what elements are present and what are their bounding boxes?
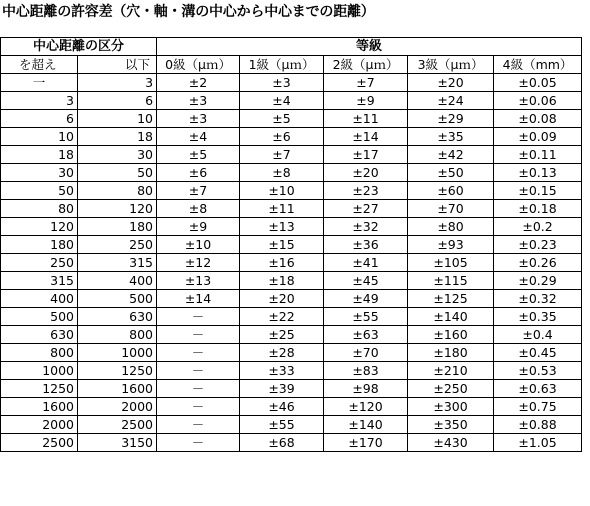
upto-cell: 30	[78, 146, 157, 164]
upto-cell: 180	[78, 218, 157, 236]
grade-4-cell: ±0.13	[494, 164, 582, 182]
grade-3-cell: ±430	[408, 434, 494, 452]
table-row	[1, 128, 582, 146]
grade-2-cell: ±36	[324, 236, 408, 254]
grade-4-cell: ±0.26	[494, 254, 582, 272]
grade-3-cell: ±180	[408, 344, 494, 362]
over-cell: 6	[1, 110, 78, 128]
grade-3-cell: ±60	[408, 182, 494, 200]
grade-4-cell: ±0.75	[494, 398, 582, 416]
upto-cell: 1250	[78, 362, 157, 380]
grade-3-cell: ±42	[408, 146, 494, 164]
header-row-1	[1, 38, 582, 56]
grade-2-cell: ±20	[324, 164, 408, 182]
grade-3-cell: ±35	[408, 128, 494, 146]
over-cell: 315	[1, 272, 78, 290]
grade-2-cell: ±41	[324, 254, 408, 272]
table-row	[1, 272, 582, 290]
grade-3-cell: ±140	[408, 308, 494, 326]
distance-group-header: 中心距離の区分	[1, 38, 157, 56]
grade-3-cell: ±105	[408, 254, 494, 272]
over-cell: 1250	[1, 380, 78, 398]
grade-4-cell: ±0.08	[494, 110, 582, 128]
table-row	[1, 380, 582, 398]
grade-0-cell: －	[157, 434, 240, 452]
table-row	[1, 200, 582, 218]
grade-4-cell: ±0.05	[494, 74, 582, 92]
grade-1-cell: ±5	[240, 110, 324, 128]
grade-3-cell: ±80	[408, 218, 494, 236]
table-row	[1, 416, 582, 434]
grade-1-cell: ±11	[240, 200, 324, 218]
grade-4-cell: ±1.05	[494, 434, 582, 452]
grade-0-cell: ±9	[157, 218, 240, 236]
grade-1-cell: ±33	[240, 362, 324, 380]
header-row-2	[1, 56, 582, 74]
upto-cell: 2000	[78, 398, 157, 416]
upto-cell: 50	[78, 164, 157, 182]
grade-2-cell: ±23	[324, 182, 408, 200]
grade-1-cell: ±4	[240, 92, 324, 110]
grade-1-cell: ±28	[240, 344, 324, 362]
over-cell: 500	[1, 308, 78, 326]
over-cell: 10	[1, 128, 78, 146]
table-row	[1, 362, 582, 380]
table-row	[1, 164, 582, 182]
over-cell: 18	[1, 146, 78, 164]
upto-header: 以下	[78, 56, 157, 74]
grade-4-cell: ±0.06	[494, 92, 582, 110]
over-cell: 180	[1, 236, 78, 254]
grade-3-cell: ±93	[408, 236, 494, 254]
grade-2-cell: ±140	[324, 416, 408, 434]
grade-0-header: 0級（μｍ）	[157, 56, 240, 74]
grade-3-cell: ±115	[408, 272, 494, 290]
upto-cell: 500	[78, 290, 157, 308]
table-row	[1, 236, 582, 254]
over-cell: 一	[1, 74, 78, 92]
grade-header: 等級	[157, 38, 582, 56]
grade-3-cell: ±50	[408, 164, 494, 182]
table-row	[1, 182, 582, 200]
grade-1-cell: ±6	[240, 128, 324, 146]
grade-3-cell: ±70	[408, 200, 494, 218]
grade-4-cell: ±0.53	[494, 362, 582, 380]
over-cell: 1000	[1, 362, 78, 380]
grade-1-cell: ±20	[240, 290, 324, 308]
table-row	[1, 434, 582, 452]
grade-2-cell: ±9	[324, 92, 408, 110]
grade-0-cell: ±3	[157, 92, 240, 110]
grade-1-cell: ±46	[240, 398, 324, 416]
upto-cell: 250	[78, 236, 157, 254]
over-cell: 50	[1, 182, 78, 200]
over-cell: 400	[1, 290, 78, 308]
over-cell: 250	[1, 254, 78, 272]
grade-1-cell: ±39	[240, 380, 324, 398]
upto-cell: 6	[78, 92, 157, 110]
upto-cell: 18	[78, 128, 157, 146]
grade-2-cell: ±70	[324, 344, 408, 362]
grade-2-cell: ±98	[324, 380, 408, 398]
grade-2-cell: ±45	[324, 272, 408, 290]
grade-1-cell: ±10	[240, 182, 324, 200]
grade-1-header: 1級（μｍ）	[240, 56, 324, 74]
grade-2-cell: ±32	[324, 218, 408, 236]
table-row	[1, 74, 582, 92]
grade-2-header: 2級（μｍ）	[324, 56, 408, 74]
grade-1-cell: ±13	[240, 218, 324, 236]
table-row	[1, 326, 582, 344]
grade-0-cell: ±10	[157, 236, 240, 254]
upto-cell: 1000	[78, 344, 157, 362]
table-row	[1, 344, 582, 362]
grade-2-cell: ±14	[324, 128, 408, 146]
grade-4-cell: ±0.45	[494, 344, 582, 362]
grade-0-cell: ±5	[157, 146, 240, 164]
grade-0-cell: －	[157, 308, 240, 326]
grade-4-cell: ±0.23	[494, 236, 582, 254]
upto-cell: 400	[78, 272, 157, 290]
grade-0-cell: ±13	[157, 272, 240, 290]
grade-0-cell: ±7	[157, 182, 240, 200]
grade-3-cell: ±20	[408, 74, 494, 92]
page-title: 中心距離の許容差（穴・軸・溝の中心から中心までの距離）	[2, 4, 375, 20]
grade-0-cell: ±6	[157, 164, 240, 182]
grade-0-cell: －	[157, 398, 240, 416]
grade-4-cell: ±0.29	[494, 272, 582, 290]
over-cell: 3	[1, 92, 78, 110]
grade-4-cell: ±0.88	[494, 416, 582, 434]
over-cell: 800	[1, 344, 78, 362]
table-row	[1, 92, 582, 110]
grade-3-cell: ±125	[408, 290, 494, 308]
grade-3-cell: ±210	[408, 362, 494, 380]
grade-0-cell: ±8	[157, 200, 240, 218]
grade-3-header: 3級（μｍ）	[408, 56, 494, 74]
grade-0-cell: ±14	[157, 290, 240, 308]
table-row	[1, 290, 582, 308]
upto-cell: 2500	[78, 416, 157, 434]
grade-2-cell: ±17	[324, 146, 408, 164]
upto-cell: 315	[78, 254, 157, 272]
upto-cell: 80	[78, 182, 157, 200]
grade-4-cell: ±0.35	[494, 308, 582, 326]
over-cell: 2500	[1, 434, 78, 452]
grade-4-cell: ±0.15	[494, 182, 582, 200]
grade-4-cell: ±0.18	[494, 200, 582, 218]
grade-3-cell: ±300	[408, 398, 494, 416]
grade-2-cell: ±7	[324, 74, 408, 92]
table-body	[1, 74, 582, 452]
grade-1-cell: ±22	[240, 308, 324, 326]
over-cell: 1600	[1, 398, 78, 416]
table-row	[1, 110, 582, 128]
grade-1-cell: ±55	[240, 416, 324, 434]
upto-cell: 3150	[78, 434, 157, 452]
grade-3-cell: ±24	[408, 92, 494, 110]
table-row	[1, 254, 582, 272]
grade-4-cell: ±0.63	[494, 380, 582, 398]
grade-1-cell: ±18	[240, 272, 324, 290]
grade-1-cell: ±68	[240, 434, 324, 452]
tolerance-table	[0, 37, 582, 452]
grade-4-cell: ±0.2	[494, 218, 582, 236]
grade-3-cell: ±29	[408, 110, 494, 128]
grade-2-cell: ±55	[324, 308, 408, 326]
grade-4-cell: ±0.09	[494, 128, 582, 146]
upto-cell: 10	[78, 110, 157, 128]
table-row	[1, 308, 582, 326]
grade-4-cell: ±0.32	[494, 290, 582, 308]
grade-1-cell: ±3	[240, 74, 324, 92]
grade-1-cell: ±8	[240, 164, 324, 182]
grade-3-cell: ±160	[408, 326, 494, 344]
grade-1-cell: ±7	[240, 146, 324, 164]
upto-cell: 1600	[78, 380, 157, 398]
grade-0-cell: －	[157, 380, 240, 398]
grade-4-header: 4級（mm）	[494, 56, 582, 74]
over-cell: 630	[1, 326, 78, 344]
grade-0-cell: ±12	[157, 254, 240, 272]
grade-2-cell: ±49	[324, 290, 408, 308]
upto-cell: 120	[78, 200, 157, 218]
grade-2-cell: ±170	[324, 434, 408, 452]
grade-0-cell: ±2	[157, 74, 240, 92]
grade-4-cell: ±0.11	[494, 146, 582, 164]
over-cell: 120	[1, 218, 78, 236]
grade-2-cell: ±120	[324, 398, 408, 416]
table-row	[1, 146, 582, 164]
grade-1-cell: ±16	[240, 254, 324, 272]
grade-0-cell: ±3	[157, 110, 240, 128]
grade-0-cell: －	[157, 362, 240, 380]
grade-3-cell: ±250	[408, 380, 494, 398]
grade-2-cell: ±63	[324, 326, 408, 344]
table-row	[1, 218, 582, 236]
over-cell: 2000	[1, 416, 78, 434]
grade-2-cell: ±83	[324, 362, 408, 380]
grade-0-cell: －	[157, 344, 240, 362]
grade-0-cell: －	[157, 416, 240, 434]
table-row	[1, 398, 582, 416]
grade-0-cell: ±4	[157, 128, 240, 146]
upto-cell: 3	[78, 74, 157, 92]
grade-4-cell: ±0.4	[494, 326, 582, 344]
grade-1-cell: ±15	[240, 236, 324, 254]
upto-cell: 800	[78, 326, 157, 344]
over-header: を超え	[1, 56, 78, 74]
grade-1-cell: ±25	[240, 326, 324, 344]
grade-3-cell: ±350	[408, 416, 494, 434]
grade-0-cell: －	[157, 326, 240, 344]
over-cell: 30	[1, 164, 78, 182]
upto-cell: 630	[78, 308, 157, 326]
grade-2-cell: ±27	[324, 200, 408, 218]
grade-2-cell: ±11	[324, 110, 408, 128]
over-cell: 80	[1, 200, 78, 218]
